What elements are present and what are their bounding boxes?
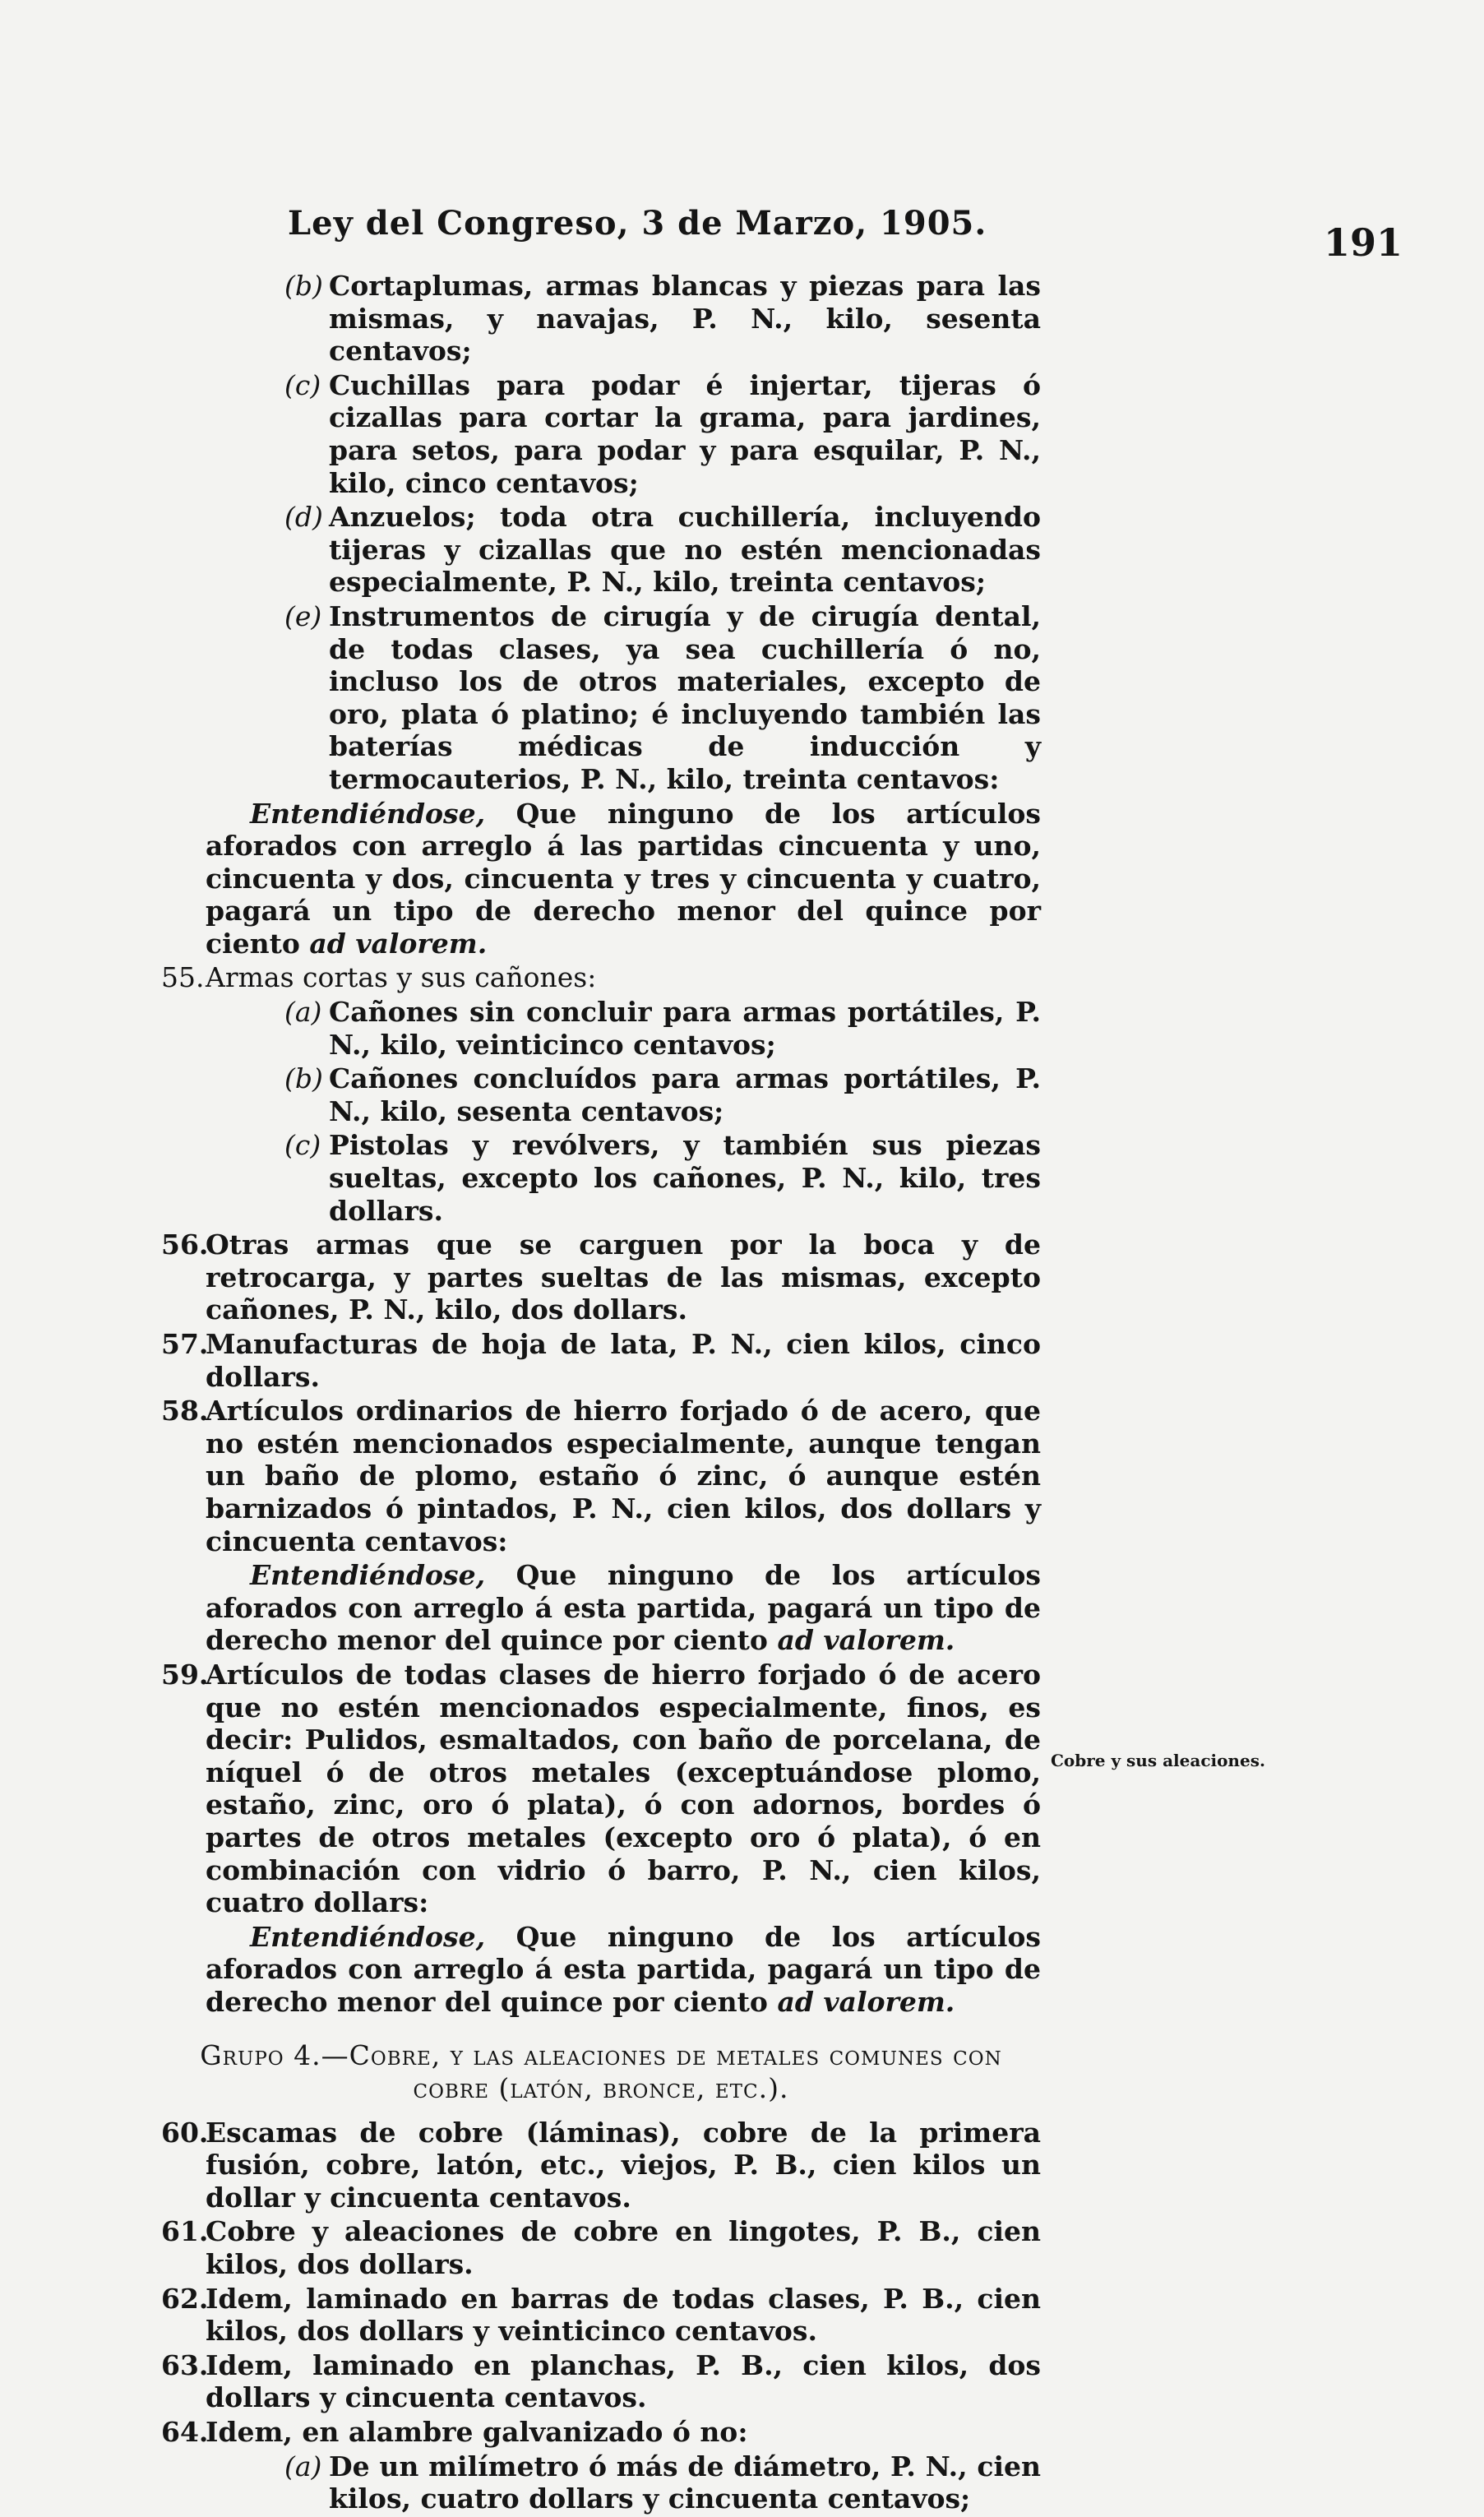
clause-55b — [161, 1062, 1041, 1127]
item-text: Idem, laminado en planchas, P. B., cien kilos, dos dollars y cincuenta centavos. — [206, 2348, 1041, 2414]
clause-55c — [161, 1129, 1041, 1227]
clause-e — [161, 600, 1041, 796]
item-64 — [161, 2416, 1041, 2449]
clause-text: Cuchillas para podar é injertar, tijeras ó cizallas para cortar la grama, para jardines, para setos, para podar y para esquilar, P. N., kilo, cinco centavos; — [329, 368, 1041, 499]
running-header: Ley del Congreso, 3 de Marzo, 1905. — [288, 204, 987, 243]
item-text: Armas cortas y sus cañones: — [206, 961, 597, 994]
item-number: 59. — [161, 1658, 209, 1691]
item-text: Artículos ordinarios de hierro forjado ó de acero, que no estén mencionados especialmente, aunque tengan un baño de plomo, estaño ó zinc, ó aunque estén barnizados ó pintados, P. N., cien kilos, dos dollars y cincuenta centavos: — [206, 1395, 1041, 1557]
clause-label: (c) — [284, 368, 321, 401]
proviso-text: Que ninguno de los artículos aforados con arreglo á esta partida, pagará un tipo de derecho menor del quince por ciento — [206, 1559, 1041, 1657]
clause-text: Cañones sin concluir para armas portátiles, P. N., kilo, veinticinco centavos; — [329, 996, 1041, 1061]
item-text: Otras armas que se carguen por la boca y de retrocarga, y partes sueltas de las mismas, excepto cañones, P. N., kilo, dos dollars. — [206, 1228, 1041, 1326]
item-number: 56. — [161, 1228, 209, 1261]
item-number: 61. — [161, 2215, 209, 2248]
proviso — [161, 1559, 1041, 1657]
item-56 — [161, 1228, 1041, 1326]
item-text: Idem, laminado en barras de todas clases, P. B., cien kilos, dos dollars y veinticinco centavos. — [206, 2282, 1041, 2348]
item-number: 57. — [161, 1328, 209, 1360]
item-text: Cobre y aleaciones de cobre en lingotes, P. B., cien kilos, dos dollars. — [206, 2215, 1041, 2281]
clause-label: (a) — [284, 996, 322, 1029]
margin-note: Cobre y sus aleaciones. — [1051, 1751, 1265, 1770]
proviso — [161, 798, 1041, 960]
item-number: 62. — [161, 2282, 209, 2315]
clause-text: De un milímetro ó más de diámetro, P. N., cien kilos, cuatro dollars y cincuenta centavos; — [329, 2450, 1041, 2515]
item-number: 58. — [161, 1395, 209, 1427]
clause-label: (b) — [284, 1062, 323, 1095]
item-59 — [161, 1659, 1041, 1919]
item-63 — [161, 2349, 1041, 2414]
item-60 — [161, 2117, 1041, 2214]
clause-b — [161, 270, 1041, 368]
clause-label: (d) — [284, 501, 323, 534]
item-61 — [161, 2215, 1041, 2280]
ad-valorem: ad valorem. — [777, 1624, 955, 1657]
item-57 — [161, 1328, 1041, 1393]
clause-label: (e) — [284, 599, 322, 632]
ad-valorem: ad valorem. — [309, 927, 488, 960]
proviso — [161, 1921, 1041, 2019]
ad-valorem: ad valorem. — [777, 1985, 955, 2018]
clause-text: Pistolas y revólvers, y también sus piezas sueltas, excepto los cañones, P. N., kilo, tres dollars. — [329, 1129, 1041, 1227]
item-text: Manufacturas de hoja de lata, P. N., cien kilos, cinco dollars. — [206, 1328, 1041, 1393]
clause-55a — [161, 996, 1041, 1061]
item-62 — [161, 2283, 1041, 2348]
item-text: Artículos de todas clases de hierro forjado ó de acero que no estén mencionados especialmente, finos, es decir: Pulidos, esmaltados, con baño de porcelana, de níquel ó de otros metales (exceptuándose plomo, estaño, zinc, oro ó plata), ó con adornos, bordes ó partes de otros metales (excepto oro ó plata), ó en combinación con vidrio ó barro, P. N., cien kilos, cuatro dollars: — [206, 1658, 1041, 1919]
page-body — [161, 270, 1041, 2517]
proviso-lead: Entendiéndose, — [250, 1559, 486, 1592]
item-text: Idem, en alambre galvanizado ó no: — [206, 2416, 748, 2448]
clause-text: Anzuelos; toda otra cuchillería, incluyendo tijeras y cizallas que no estén mencionadas especialmente, P. N., kilo, treinta centavos; — [329, 501, 1041, 599]
clause-64a — [161, 2450, 1041, 2515]
item-number: 60. — [161, 2116, 209, 2149]
item-number: 55. — [161, 961, 205, 994]
item-number: 64. — [161, 2416, 209, 2448]
proviso-lead: Entendiéndose, — [250, 797, 486, 830]
clause-text: Instrumentos de cirugía y de cirugía dental, de todas clases, ya sea cuchillería ó no, incluso los de otros materiales, excepto de oro, plata ó platino; é incluyendo también las baterías médicas de inducción y termocauterios, P. N., kilo, treinta centavos: — [329, 599, 1041, 795]
item-number: 63. — [161, 2348, 209, 2381]
page-number: 191 — [1324, 220, 1403, 265]
clause-label: (c) — [284, 1129, 321, 1162]
item-55 — [161, 961, 1041, 994]
clause-c — [161, 369, 1041, 499]
group-heading: Grupo 4.—Cobre, y las aleaciones de metales comunes con cobre (latón, bronce, etc.). — [200, 2039, 1002, 2105]
clause-label: (b) — [284, 270, 323, 302]
clause-text: Cortaplumas, armas blancas y piezas para las mismas, y navajas, P. N., kilo, sesenta centavos; — [329, 270, 1041, 368]
item-text: Escamas de cobre (láminas), cobre de la primera fusión, cobre, latón, etc., viejos, P. B., cien kilos un dollar y cincuenta centavos. — [206, 2116, 1041, 2214]
proviso-lead: Entendiéndose, — [250, 1920, 486, 1953]
proviso-text: Que ninguno de los artículos aforados con arreglo á esta partida, pagará un tipo de derecho menor del quince por ciento — [206, 1920, 1041, 2018]
item-58 — [161, 1395, 1041, 1557]
clause-label: (a) — [284, 2450, 322, 2482]
proviso-text: Que ninguno de los artículos aforados con arreglo á las partidas cincuenta y uno, cincuenta y dos, cincuenta y tres y cincuenta y cuatro, pagará un tipo de derecho menor del quince por ciento — [206, 797, 1041, 960]
clause-d — [161, 501, 1041, 599]
clause-text: Cañones concluídos para armas portátiles, P. N., kilo, sesenta centavos; — [329, 1062, 1041, 1127]
